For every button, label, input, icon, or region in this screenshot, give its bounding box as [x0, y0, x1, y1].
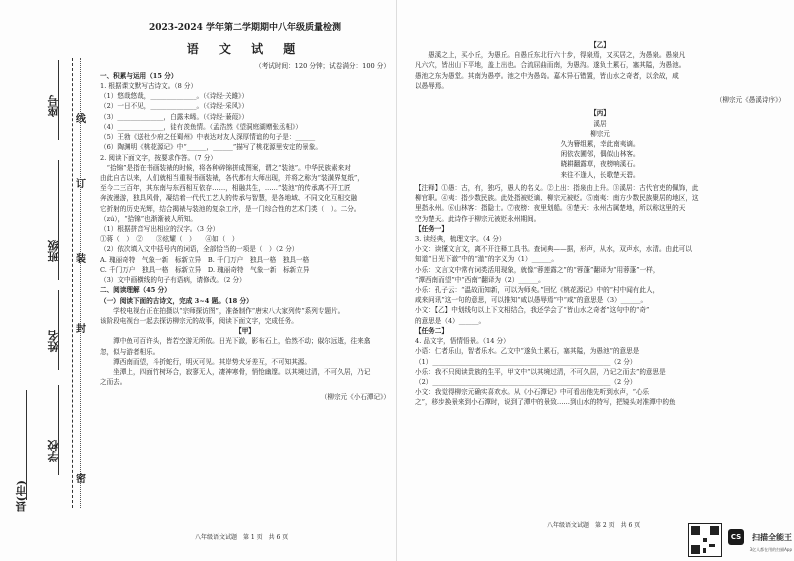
passage-bing-heading: 【丙】 — [590, 109, 610, 118]
question-line: 知道“日光下澈”中的“澈”的字义为（1）______。 — [415, 255, 558, 264]
classical-text-line: 潭西南而望，斗折蛇行，明灭可见。其岸势犬牙差互，不可知其源。 — [100, 357, 311, 366]
answer-line: （1）______________________________________________________（2 分） — [415, 357, 637, 366]
classical-text-line: 以愚辱焉。 — [415, 81, 448, 90]
question-line: 咸来问讯”这一句的意思，可以推知“咸以愚辱焉”中“咸”的意思是（3）______。 — [415, 296, 648, 305]
question-line: 的意思是（4）______。 — [415, 316, 486, 325]
binding-dashed-line — [72, 58, 73, 508]
question-1: 1. 根据课文默写古诗文。（8 分） — [100, 81, 198, 90]
poem-line: 闲依农圃邻，偶似山林客。 — [560, 150, 640, 159]
section-heading: 二、阅读理解（45 分） — [100, 286, 171, 295]
question-line: 之”，移步换景来到小石潭时，说到了潭中的景致……到山水的特写，把镜头对准潭中的鱼 — [415, 398, 676, 407]
right-content — [415, 40, 785, 408]
label-seat: 座号 — [47, 95, 60, 117]
intro-line: 学校电视台正在拍摄以“宗师探访图”，准备制作“唐宋八大家列传”系列专题片。 — [100, 306, 345, 315]
classical-text-line: 之而去。 — [100, 378, 127, 387]
question-line: 小乐：我不只阅读贵族的生平，甲文中“以其境过清，不可久居，乃记之而去”的意思是 — [415, 367, 666, 376]
question-line: （4）______________，徒有羡鱼情。（孟浩然《望洞庭湖赠张丞相》） — [100, 122, 303, 131]
question-line: （5）王勃《送杜少府之任蜀州》中表达对友人深厚情谊的句子是：______ — [100, 133, 316, 142]
question-3: 3. 读经典，梳理文字。（4 分） — [415, 234, 506, 243]
question-line: （3）______________，白露未晞。（《诗经·蒹葭》） — [100, 112, 249, 121]
name-blank — [58, 290, 59, 370]
answer-line: （2）______________________________________________________（2 分） — [415, 378, 637, 386]
question-line: 小文：我觉得柳宗元确实喜欢水。从《小石潭记》中可看出他先听到水声，“心乐 — [415, 388, 650, 397]
task-heading: 【任务一】 — [415, 224, 448, 233]
binding-margin — [0, 0, 90, 561]
passage-line: 奔波漫游，独具风骨，凝结着一代代工艺人的传承与智慧，是各地域、不同文化互相交融 — [100, 194, 358, 203]
notes-line: 空为楚天。此诗作于柳宗元被贬永州期间。 — [415, 214, 541, 223]
option-line: C. 千门万户 独具一格 标新立异 D. 瑰丽奇特 气象一新 标新立异 — [100, 265, 310, 274]
question-line: （1）根据拼音写出相应的汉字。（3 分） — [100, 225, 220, 234]
poem-title: 溪居 — [593, 119, 607, 128]
notes-line: 里指永州。⑥山林客：指隐士。⑦夜榜：夜里划船。⑧楚天：永州古属楚地，所以称这里的天 — [415, 204, 686, 213]
notes-line: 柳官职。④夷：指少数民族。此处指被贬谪、柳宗元被贬。⑤南夷：南方少数民族聚居的地区，这 — [415, 194, 699, 203]
question-line: （2）依次填入文中括号内的词语，全部恰当的一项是（ ）（2 分） — [100, 245, 299, 254]
passage-yi-source: （柳宗元《愚溪诗序》） — [715, 96, 785, 105]
qr-code — [688, 523, 722, 557]
question-line: （3）文中画横线的句子有语病，请修改。（2 分） — [100, 276, 246, 285]
question-line: 小乐：孔子云：“温故而知新，可以为师矣。”回忆《桃花源记》中的“村中闻有此人， — [415, 286, 660, 295]
exam-header: 2023-2024 学年第二学期期中八年级质量检测 — [149, 23, 341, 33]
question-4: 4. 品文字，悟情悟景。（14 分） — [415, 337, 510, 346]
passage-line: 由此自古以来，人们就相当重视书画装裱，各代都有大师出现，并将之称为“装潢界复纸”， — [100, 173, 364, 182]
task-heading: 【任务二】 — [415, 326, 448, 335]
question-line: 小乐：文言文中常有词类活用现象，就像“蓉莲露之”的“蓉蓬”翻译为“用蓉蓬”一样， — [415, 265, 660, 274]
question-2: 2. 阅读下面文字，按要求作答。（7 分） — [100, 153, 217, 162]
classical-text-line: 忽，似与游者相乐。 — [100, 347, 160, 356]
question-line: 小文：读懂文言文，离不开注释工具书。查词典——据，形声，从水，双声水，水清。由此可以 — [415, 245, 692, 254]
classical-text-line: 愚池之东为愚堂。其南为愚亭。池之中为愚岛。嘉木异石错置，皆山水之奇者，以余故，咸 — [415, 71, 679, 80]
label-class: 班级 — [47, 240, 60, 262]
school-blank — [58, 385, 59, 475]
passage-line: 它折射的历史光辉，结合揭裱与装池的复杂工序，是一门综合性的艺术门类（ ）。二分。 — [100, 204, 361, 213]
label-county: 县(市) — [15, 480, 28, 513]
page-footer: 八年级语文试题 第 2 页 共 6 页 — [547, 522, 641, 529]
section-heading: 一、积累与运用（15 分） — [100, 71, 178, 80]
label-school: 学校 — [47, 440, 60, 462]
question-line: 小语：仁者乐山，智者乐水。乙文中“遂负土累石，塞其隘，为愚池”的意思是 — [415, 347, 640, 356]
poem-line: 久为簪组累，幸此南夷谪。 — [560, 139, 640, 148]
cut-mark: 封 — [76, 324, 86, 335]
cut-mark: 装 — [76, 254, 86, 265]
scanner-app-name: 扫描全能王 — [752, 533, 792, 542]
question-line: 小文：【乙】中划线句以上下文相结合，我还学会了“皆山水之奇者”这句中的“奇” — [415, 306, 650, 315]
passage-line: “拾锦”是指在书画装裱的时候，将各种碎锦拼成图案，谓之“装池”。中华民族素来对 — [100, 163, 351, 172]
sub-section-heading: （一）阅读下面的古诗文，完成 3~4 题。（18 分） — [100, 296, 253, 305]
question-line: （1）悠哉悠哉，______________。（《诗经·关雎》） — [100, 92, 249, 101]
poem-author: 柳宗元 — [590, 129, 610, 138]
cut-mark: 线 — [76, 114, 86, 125]
exam-info: （考试时间：120 分钟；试卷满分：100 分） — [255, 61, 390, 70]
passage-line: （zú），“拾锦”也渐渐被人所知。 — [100, 214, 197, 223]
question-line: （6）陶渊明《桃花源记》中“______，______”描写了桃花源里安定的景象。 — [100, 143, 322, 152]
passage-jia-source: （柳宗元《小石潭记》） — [320, 392, 390, 401]
scanner-tagline: 3亿人都在用的扫描App — [749, 547, 792, 552]
option-line: A. 瑰丽奇特 气象一新 标新立异 B. 千门万户 独具一格 独具一格 — [100, 255, 310, 264]
poem-line: 晓耕翻露草，夜榜响溪石。 — [560, 160, 640, 169]
passage-line: 至今二三百年，其东南与东西相互依存……，相融共生，……“装池”的传承离不开工匠 — [100, 184, 351, 193]
question-line: （2）一日不见，______________。（《诗经·采风》） — [100, 102, 249, 111]
left-content — [100, 22, 390, 402]
classical-text-line: 坐潭上，四面竹树环合，寂寥无人，凄神寒骨，悄怆幽邃。以其境过清，不可久居，乃记 — [100, 368, 371, 377]
exam-title: 语 文 试 题 — [186, 41, 304, 56]
county-blank — [26, 390, 27, 500]
scanner-logo: CS — [728, 529, 744, 545]
intro-line: 该阶段电视台一起去探访柳宗元的故事，阅读下面文字，完成任务。 — [100, 317, 298, 325]
page-footer: 八年级语文试题 第 1 页 共 6 页 — [195, 534, 289, 541]
classical-text-line: 愚溪之上，买小丘，为愚丘。自愚丘东北行六十步，得泉焉，又买居之，为愚泉。愚泉凡 — [415, 51, 686, 60]
binding-dotted-line — [80, 58, 81, 508]
seat-blank — [58, 60, 59, 140]
passage-jia-heading: 【甲】 — [235, 327, 255, 336]
notes-line: 【注释】①愚：古，有，独巧，愚人的名义。②上出：指泉由上升。③溪居：古代官吏的佩饰，此 — [415, 183, 699, 192]
cut-mark: 订 — [76, 179, 86, 190]
classical-text-line: 潭中鱼可百许头，皆若空游无所依。日光下澈，影布石上，佁然不动；俶尔远逝，往来翕 — [100, 337, 371, 346]
right-page — [397, 0, 794, 561]
cut-mark: 密 — [76, 474, 86, 485]
label-name: 姓名 — [47, 330, 60, 352]
classical-text-line: 凡六穴，皆出山下平地，盖上出也。合流屈曲而南，为愚沟。遂负土累石，塞其隘，为愚池。 — [415, 61, 686, 70]
passage-yi-heading: 【乙】 — [590, 41, 610, 49]
class-blank — [58, 160, 59, 280]
question-line: ①蒋（ ） ② ③炫耀（ ） ④如（ ） — [100, 235, 239, 244]
question-line: “潭西南而望”中“西南”翻译为（2）______。 — [415, 275, 545, 284]
poem-line: 来往不逢人，长歌楚天碧。 — [560, 170, 640, 179]
